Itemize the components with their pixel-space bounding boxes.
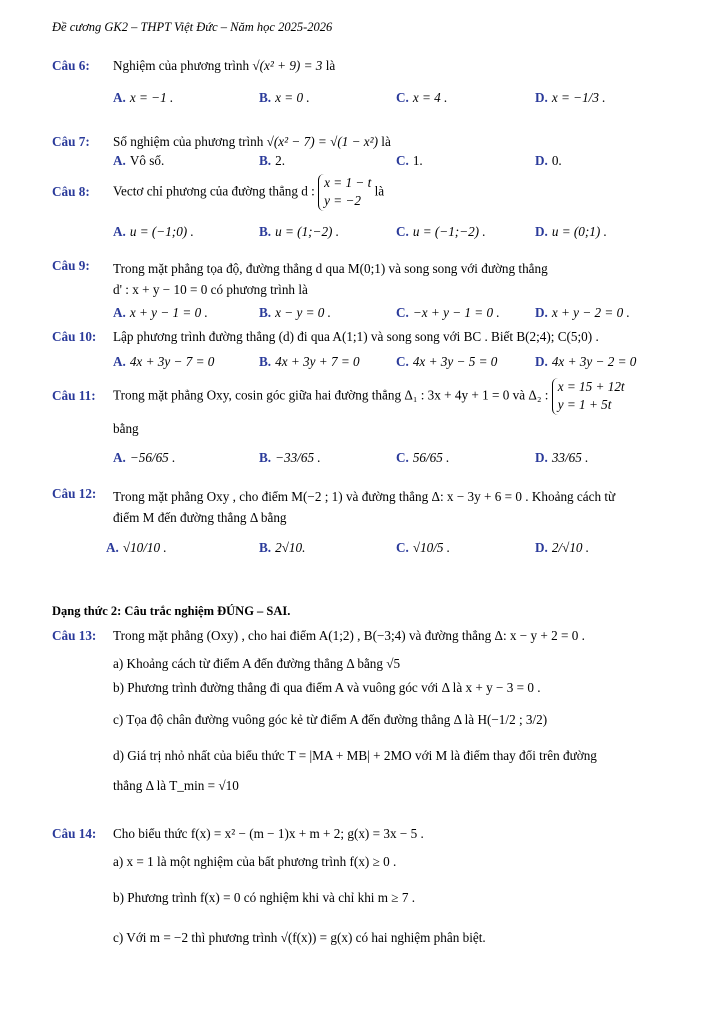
option-b[interactable]: B. u = (1;−2) . bbox=[259, 224, 340, 239]
option-d[interactable]: D. x = −1/3 . bbox=[535, 90, 606, 105]
question-10 bbox=[52, 329, 674, 349]
question-7 bbox=[52, 134, 674, 154]
statement-b: b) Phương trình đường thẳng đi qua điểm A và vuông góc với Δ là x + y − 3 = 0 . bbox=[113, 680, 541, 695]
option-d[interactable]: D. 0. bbox=[535, 153, 562, 168]
option-d[interactable]: D. 2/√10 . bbox=[535, 540, 590, 555]
equation-system: x = 15 + 12t y = 1 + 5t bbox=[552, 378, 625, 415]
equation: √(x² − 7) = √(1 − x²) bbox=[266, 134, 378, 149]
option-d[interactable]: D. 4x + 3y − 2 = 0 bbox=[535, 354, 637, 369]
option-c[interactable]: C. 4x + 3y − 5 = 0 bbox=[396, 354, 498, 369]
section-title: Dạng thức 2: Câu trắc nghiệm ĐÚNG – SAI. bbox=[52, 604, 291, 618]
question-number: Câu 11: bbox=[52, 388, 96, 403]
question-stem: Số nghiệm của phương trình √(x² − 7) = √(1 − x²) là bbox=[113, 134, 391, 149]
options-row bbox=[113, 354, 673, 374]
question-number: Câu 7: bbox=[52, 134, 90, 149]
option-d[interactable]: D. u = (0;1) . bbox=[535, 224, 607, 239]
option-c[interactable]: C. 56/65 . bbox=[396, 450, 450, 465]
statement-a: a) x = 1 là một nghiệm của bất phương trình f(x) ≥ 0 . bbox=[113, 854, 397, 869]
question-stem: Trong mặt phẳng Oxy, cosin góc giữa hai đường thẳng Δ₁ : 3x + 4y + 1 = 0 và Δ₂ : x = 15 + 12t y = 1 + 5t bằng bbox=[113, 379, 625, 436]
question-number: Câu 13: bbox=[52, 628, 97, 643]
page-header: Đề cương GK2 – THPT Việt Đức – Năm học 2025-2026 bbox=[52, 20, 333, 34]
question-number: Câu 12: bbox=[52, 486, 97, 501]
question-stem: Trong mặt phẳng (Oxy) , cho hai điểm A(1;2) , B(−3;4) và đường thẳng Δ: x − y + 2 = 0 . bbox=[113, 628, 585, 643]
question-8 bbox=[52, 174, 674, 218]
statement-a: a) Khoảng cách từ điểm A đến đường thẳng Δ bằng √5 bbox=[113, 656, 401, 671]
equation: √(x² + 9) = 3 bbox=[252, 58, 323, 73]
question-number: Câu 9: bbox=[52, 258, 90, 273]
options-row bbox=[113, 305, 673, 325]
option-c[interactable]: C. x = 4 . bbox=[396, 90, 448, 105]
option-b[interactable]: B. 2√10. bbox=[259, 540, 306, 555]
option-b[interactable]: B. −33/65 . bbox=[259, 450, 321, 465]
statement-c: c) Tọa độ chân đường vuông góc kẻ từ điểm A đến đường thẳng Δ là H(−1/2 ; 3/2) bbox=[113, 712, 548, 727]
question-number: Câu 14: bbox=[52, 826, 97, 841]
question-11 bbox=[52, 378, 674, 438]
option-a[interactable]: A. Vô số. bbox=[113, 153, 165, 168]
question-13 bbox=[52, 628, 674, 648]
option-a[interactable]: A. √10/10 . bbox=[106, 540, 167, 555]
options-row bbox=[113, 153, 673, 173]
option-d[interactable]: D. 33/65 . bbox=[535, 450, 589, 465]
option-a[interactable]: A. u = (−1;0) . bbox=[113, 224, 194, 239]
option-a[interactable]: A. 4x + 3y − 7 = 0 bbox=[113, 354, 215, 369]
option-a[interactable]: A. x + y − 1 = 0 . bbox=[113, 305, 208, 320]
question-stem: Lập phương trình đường thẳng (d) đi qua A(1;1) và song song với BC . Biết B(2;4); C(5;0) . bbox=[113, 329, 599, 344]
options-row bbox=[113, 90, 673, 110]
options-row bbox=[113, 224, 673, 244]
option-b[interactable]: B. x = 0 . bbox=[259, 90, 310, 105]
option-c[interactable]: C. −x + y − 1 = 0 . bbox=[396, 305, 500, 320]
option-c[interactable]: C. u = (−1;−2) . bbox=[396, 224, 486, 239]
option-b[interactable]: B. 2. bbox=[259, 153, 285, 168]
statement-c: c) Với m = −2 thì phương trình √(f(x)) = g(x) có hai nghiệm phân biệt. bbox=[113, 930, 486, 945]
option-c[interactable]: C. 1. bbox=[396, 153, 423, 168]
option-b[interactable]: B. 4x + 3y + 7 = 0 bbox=[259, 354, 360, 369]
option-b[interactable]: B. x − y = 0 . bbox=[259, 305, 331, 320]
option-a[interactable]: A. x = −1 . bbox=[113, 90, 174, 105]
question-stem: Cho biểu thức f(x) = x² − (m − 1)x + m + 2; g(x) = 3x − 5 . bbox=[113, 826, 424, 841]
option-a[interactable]: A. −56/65 . bbox=[113, 450, 176, 465]
question-stem: Trong mặt phẳng tọa độ, đường thẳng d qua M(0;1) và song song với đường thẳng d' : x + y − 10 = 0 có phương trình là bbox=[113, 261, 548, 298]
statement-d-line2: thẳng Δ là T_min = √10 bbox=[113, 778, 239, 793]
option-d[interactable]: D. x + y − 2 = 0 . bbox=[535, 305, 630, 320]
question-stem: Trong mặt phẳng Oxy , cho điểm M(−2 ; 1) và đường thẳng Δ: x − 3y + 6 = 0 . Khoảng cách từ điểm M đến đường thẳng Δ bằng bbox=[113, 489, 616, 526]
options-row bbox=[106, 540, 666, 560]
options-row bbox=[113, 450, 673, 470]
question-9 bbox=[52, 258, 674, 302]
question-14 bbox=[52, 826, 674, 846]
question-number: Câu 8: bbox=[52, 184, 90, 199]
option-c[interactable]: C. √10/5 . bbox=[396, 540, 451, 555]
question-stem: Vectơ chỉ phương của đường thẳng d : x = 1 − t y = −2 là bbox=[113, 174, 674, 211]
question-number: Câu 6: bbox=[52, 58, 90, 73]
statement-d-line1: d) Giá trị nhỏ nhất của biểu thức T = |MA + MB| + 2MO với M là điểm thay đổi trên đường bbox=[113, 748, 597, 763]
equation-system: x = 1 − t y = −2 bbox=[318, 174, 371, 211]
question-stem: Nghiệm của phương trình √(x² + 9) = 3 là bbox=[113, 58, 336, 73]
question-12 bbox=[52, 486, 674, 530]
statement-b: b) Phương trình f(x) = 0 có nghiệm khi và chỉ khi m ≥ 7 . bbox=[113, 890, 416, 905]
question-number: Câu 10: bbox=[52, 329, 97, 344]
